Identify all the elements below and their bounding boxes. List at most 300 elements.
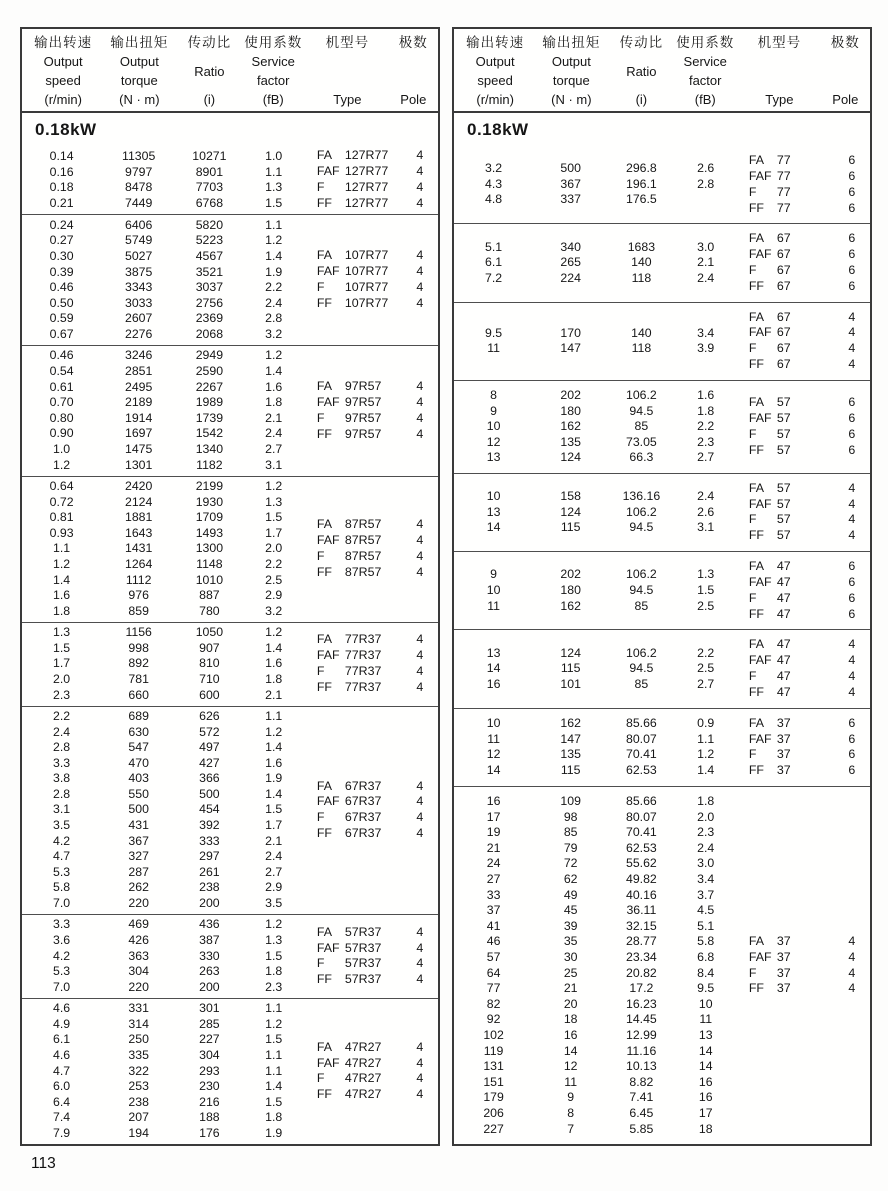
table-row: [22, 1126, 305, 1142]
output-torque-cell: 147: [560, 731, 581, 746]
ratio-cell: 263: [199, 964, 220, 979]
output-torque-cell: 124: [560, 504, 581, 519]
service-factor-cell: 6.8: [697, 949, 715, 964]
ratio-cell: 330: [199, 948, 220, 963]
header-torque-en1: Output: [119, 54, 159, 69]
table-row: [454, 326, 737, 342]
type-prefix: FA: [748, 480, 764, 495]
service-factor-cell: 16: [698, 1090, 713, 1105]
type-prefix: F: [748, 965, 757, 980]
output-speed-cell: 3.8: [53, 771, 71, 786]
ratio-cell: 907: [199, 640, 220, 655]
type-prefix: FA: [316, 1039, 332, 1054]
output-torque-cell: 976: [128, 588, 149, 603]
ratio-cell: 7703: [195, 180, 224, 195]
type-model: 37: [776, 715, 791, 730]
output-torque-cell: 1643: [125, 525, 153, 540]
table-row: [22, 348, 305, 364]
table-group: [22, 706, 438, 915]
service-factor-cell: 5.1: [697, 918, 715, 933]
type-row: [737, 357, 870, 373]
table-row: [22, 149, 305, 165]
type-prefix: FA: [748, 715, 764, 730]
service-factor-cell: 2.4: [265, 849, 283, 864]
type-block: [305, 925, 438, 989]
ratio-cell: 392: [199, 818, 220, 833]
output-speed-cell: 1.1: [53, 541, 71, 556]
header-torque-en1: Output: [551, 54, 591, 69]
output-speed-cell: 0.46: [49, 280, 74, 295]
service-factor-cell: 2.9: [265, 588, 283, 603]
type-row: [737, 732, 870, 748]
ratio-cell: 66.3: [629, 450, 654, 465]
ratio-cell: 1300: [195, 541, 224, 556]
output-torque-cell: 547: [128, 740, 149, 755]
header-fb-zh: 使用系数: [676, 35, 735, 50]
service-factor-cell: 16: [698, 1074, 713, 1089]
header-torque-en2: torque: [120, 73, 158, 88]
output-torque-cell: 7449: [125, 195, 153, 210]
table-row: [22, 249, 305, 265]
ratio-cell: 70.41: [626, 747, 657, 762]
table-group: [22, 622, 438, 706]
service-factor-cell: 1.7: [265, 818, 283, 833]
output-torque-cell: 3343: [125, 280, 153, 295]
table-row: [22, 1048, 305, 1064]
output-torque-cell: 367: [128, 833, 149, 848]
table-row: [454, 872, 737, 888]
table-row: [454, 177, 737, 193]
header-ratio-unit: (i): [203, 92, 216, 107]
service-factor-cell: 18: [698, 1121, 713, 1136]
pole-cell: 6: [848, 168, 856, 183]
pole-cell: 4: [416, 940, 424, 955]
output-speed-cell: 2.4: [53, 724, 71, 739]
data-rows: [454, 388, 737, 466]
table-row: [22, 896, 305, 912]
service-factor-cell: 3.1: [697, 520, 715, 535]
type-prefix: FA: [748, 933, 764, 948]
type-row: [305, 565, 438, 581]
ratio-cell: 32.15: [626, 918, 657, 933]
service-factor-cell: 1.2: [265, 233, 283, 248]
pole-cell: 4: [848, 528, 856, 543]
service-factor-cell: 3.7: [697, 887, 715, 902]
ratio-cell: 55.62: [626, 856, 657, 871]
output-speed-cell: 102: [483, 1027, 504, 1042]
ratio-cell: 8901: [195, 164, 224, 179]
service-factor-cell: 2.8: [265, 311, 283, 326]
output-speed-cell: 151: [483, 1074, 504, 1089]
table-row: [22, 541, 305, 557]
output-speed-cell: 179: [483, 1090, 504, 1105]
type-model: 67R37: [344, 826, 382, 841]
type-row: [737, 763, 870, 779]
output-torque-cell: 367: [560, 176, 581, 191]
ratio-cell: 20.82: [626, 965, 657, 980]
header-output-speed: [456, 34, 534, 108]
output-speed-cell: 9.5: [485, 325, 503, 340]
type-prefix: FAF: [316, 164, 340, 179]
ratio-cell: 261: [199, 864, 220, 879]
output-speed-cell: 13: [486, 645, 501, 660]
table-row: [22, 756, 305, 772]
output-torque-cell: 6406: [125, 217, 153, 232]
pole-cell: 6: [848, 715, 856, 730]
type-row: [305, 648, 438, 664]
service-factor-cell: 2.4: [697, 489, 715, 504]
pole-cell: 6: [848, 395, 856, 410]
output-speed-cell: 92: [486, 1012, 501, 1027]
table-groups: [22, 146, 438, 1144]
table-group: [454, 629, 870, 707]
data-rows: [454, 326, 737, 357]
service-factor-cell: 2.1: [265, 687, 283, 702]
type-row: [305, 549, 438, 565]
table-row: [22, 233, 305, 249]
type-row: [737, 263, 870, 279]
pole-cell: 6: [848, 426, 856, 441]
type-prefix: FA: [316, 248, 332, 263]
pole-cell: 4: [848, 981, 856, 996]
service-factor-cell: 1.4: [265, 740, 283, 755]
output-torque-cell: 115: [560, 520, 581, 535]
type-model: 47R27: [344, 1039, 382, 1054]
type-row: [305, 956, 438, 972]
type-model: 67: [776, 325, 791, 340]
output-speed-cell: 1.2: [53, 556, 71, 571]
ratio-cell: 14.45: [626, 1012, 657, 1027]
service-factor-cell: 1.8: [265, 964, 283, 979]
table-row: [454, 888, 737, 904]
type-row: [305, 680, 438, 696]
data-rows: [22, 625, 305, 703]
ratio-cell: 887: [199, 588, 220, 603]
type-block: [305, 1040, 438, 1104]
output-speed-cell: 13: [486, 450, 501, 465]
type-row: [305, 826, 438, 842]
pole-cell: 4: [848, 637, 856, 652]
header-torque-zh: 输出扭矩: [110, 35, 169, 50]
ratio-cell: 62.53: [626, 840, 657, 855]
ratio-cell: 85: [634, 598, 649, 613]
ratio-cell: 1542: [195, 426, 224, 441]
output-speed-cell: 131: [483, 1059, 504, 1074]
pole-cell: 4: [416, 517, 424, 532]
type-row: [305, 632, 438, 648]
service-factor-cell: 9.5: [697, 981, 715, 996]
output-speed-cell: 0.81: [49, 510, 74, 525]
output-speed-cell: 41: [486, 918, 501, 933]
service-factor-cell: [675, 192, 737, 208]
output-torque-cell: 660: [128, 687, 149, 702]
pole-cell: 4: [416, 778, 424, 793]
ratio-cell: 196.1: [626, 176, 657, 191]
type-prefix: FF: [748, 763, 764, 778]
type-model: 107R77: [344, 280, 389, 295]
pole-cell: 4: [416, 972, 424, 987]
service-factor-cell: 3.2: [265, 603, 283, 618]
output-torque-cell: 1475: [125, 441, 153, 456]
type-model: 107R77: [344, 264, 389, 279]
type-model: 107R77: [344, 248, 389, 263]
ratio-cell: 200: [199, 979, 220, 994]
type-row: [737, 185, 870, 201]
service-factor-cell: 2.6: [697, 161, 715, 176]
output-speed-cell: 7.0: [53, 896, 71, 911]
type-row: [305, 1040, 438, 1056]
pole-cell: 4: [848, 512, 856, 527]
service-factor-cell: 1.4: [265, 1079, 283, 1094]
service-factor-cell: 1.4: [265, 786, 283, 801]
type-row: [305, 517, 438, 533]
ratio-cell: 85: [634, 419, 649, 434]
ratio-cell: 7.41: [629, 1090, 654, 1105]
table-group: [454, 551, 870, 629]
type-prefix: F: [316, 280, 325, 295]
output-torque-cell: 11: [564, 1074, 578, 1089]
type-model: 67: [776, 278, 791, 293]
service-factor-cell: 1.1: [265, 708, 283, 723]
service-factor-cell: 1.2: [265, 478, 283, 493]
pole-cell: 4: [416, 394, 424, 409]
ratio-cell: 304: [199, 1048, 220, 1063]
ratio-cell: 1739: [195, 410, 224, 425]
header-fb-en2: factor: [688, 73, 722, 88]
output-speed-cell: 0.70: [49, 395, 74, 410]
type-block: [305, 379, 438, 443]
ratio-cell: 2068: [195, 326, 224, 341]
type-row: [305, 196, 438, 212]
data-rows: [22, 218, 305, 343]
table-row: [454, 950, 737, 966]
type-prefix: F: [316, 1071, 325, 1086]
table-row: [22, 296, 305, 312]
table-groups: [454, 146, 870, 1144]
output-speed-cell: 10: [486, 419, 501, 434]
table-row: [22, 625, 305, 641]
service-factor-cell: 1.5: [265, 1094, 283, 1109]
type-row: [305, 248, 438, 264]
output-torque-cell: 8478: [125, 180, 153, 195]
type-row: [737, 981, 870, 997]
output-torque-cell: 314: [128, 1016, 149, 1031]
table-header: [22, 29, 438, 113]
spec-table-right: [452, 27, 872, 1146]
data-rows: [454, 794, 737, 1137]
pole-cell: 4: [848, 309, 856, 324]
type-row: [737, 966, 870, 982]
page-number: 113: [31, 1155, 56, 1172]
header-type-en: Type: [333, 92, 362, 107]
ratio-cell: 1493: [195, 525, 224, 540]
section-label: 0.18kW: [35, 119, 97, 139]
service-factor-cell: 1.1: [265, 1001, 283, 1016]
pole-cell: 4: [416, 632, 424, 647]
ratio-cell: 710: [199, 671, 220, 686]
pole-cell: 4: [848, 357, 856, 372]
data-rows: [454, 240, 737, 287]
ratio-cell: 1148: [196, 556, 223, 571]
type-prefix: FF: [748, 200, 764, 215]
type-block: [305, 148, 438, 212]
output-speed-cell: 206: [483, 1105, 504, 1120]
output-torque-cell: 72: [563, 856, 578, 871]
output-speed-cell: 1.4: [53, 572, 71, 587]
output-torque-cell: 9: [567, 1090, 575, 1105]
type-model: 47: [776, 590, 791, 605]
service-factor-cell: 2.0: [697, 809, 715, 824]
table-row: [22, 787, 305, 803]
service-factor-cell: 1.0: [265, 149, 283, 163]
type-model: 87R57: [344, 533, 382, 548]
type-prefix: FF: [316, 196, 332, 211]
output-torque-cell: 781: [128, 671, 149, 686]
table-group: [454, 473, 870, 551]
type-block: [737, 310, 870, 374]
service-factor-cell: 2.2: [265, 556, 283, 571]
header-service-factor: [674, 34, 736, 108]
type-row: [737, 591, 870, 607]
type-model: 67R37: [344, 778, 382, 793]
type-row: [305, 180, 438, 196]
data-rows: [454, 161, 737, 208]
type-prefix: FAF: [316, 940, 340, 955]
type-row: [737, 443, 870, 459]
ratio-cell: 626: [199, 708, 220, 723]
type-prefix: F: [316, 549, 325, 564]
table-group: [22, 146, 438, 214]
ratio-cell: 28.77: [626, 934, 657, 949]
table-row: [454, 732, 737, 748]
ratio-cell: 2756: [195, 295, 224, 310]
service-factor-cell: 2.7: [697, 450, 715, 465]
pole-cell: 4: [416, 248, 424, 263]
output-speed-cell: 11: [487, 731, 500, 746]
type-row: [737, 497, 870, 513]
service-factor-cell: 2.3: [697, 825, 715, 840]
ratio-cell: 301: [199, 1001, 220, 1016]
table-row: [22, 834, 305, 850]
type-model: 67R37: [344, 810, 382, 825]
table-row: [22, 1110, 305, 1126]
table-row: [22, 479, 305, 495]
ratio-cell: 94.5: [629, 661, 654, 676]
pole-cell: 4: [416, 1087, 424, 1102]
type-model: 67: [776, 247, 791, 262]
table-row: [454, 404, 737, 420]
type-prefix: FF: [748, 528, 764, 543]
output-torque-cell: 426: [128, 933, 149, 948]
output-torque-cell: 220: [128, 896, 149, 911]
type-block: [737, 153, 870, 217]
pole-cell: 4: [416, 794, 424, 809]
output-speed-cell: 6.1: [485, 255, 503, 270]
table-group: [22, 998, 438, 1144]
table-row: [454, 1028, 737, 1044]
pole-cell: 6: [848, 606, 856, 621]
ratio-cell: 497: [199, 740, 220, 755]
type-row: [737, 950, 870, 966]
type-block: [737, 231, 870, 295]
ratio-cell: 296.8: [626, 161, 657, 176]
table-row: [22, 802, 305, 818]
type-prefix: F: [748, 184, 757, 199]
output-speed-cell: 14: [486, 520, 501, 535]
type-row: [737, 607, 870, 623]
type-prefix: FAF: [748, 653, 772, 668]
header-ratio-zh: 传动比: [187, 35, 232, 50]
table-row: [454, 1075, 737, 1091]
pole-cell: 4: [416, 164, 424, 179]
type-model: 67: [776, 309, 791, 324]
table-row: [22, 740, 305, 756]
output-speed-cell: 10: [486, 716, 501, 731]
output-torque-cell: 147: [560, 341, 581, 356]
output-torque-cell: 2189: [125, 395, 153, 410]
type-row: [737, 528, 870, 544]
pole-cell: 6: [848, 247, 856, 262]
type-model: 57: [776, 411, 791, 426]
type-block: [305, 517, 438, 581]
output-speed-cell: 2.0: [53, 671, 71, 686]
type-prefix: F: [748, 512, 757, 527]
output-torque-cell: 220: [128, 979, 149, 994]
ratio-cell: 3037: [195, 280, 224, 295]
output-torque-cell: 115: [560, 661, 581, 676]
output-speed-cell: 10: [486, 583, 501, 597]
output-torque-cell: 135: [560, 747, 581, 762]
type-model: 37: [776, 747, 791, 762]
table-row: [22, 526, 305, 542]
ratio-cell: 572: [199, 724, 220, 739]
data-rows: [22, 348, 305, 473]
pole-cell: 6: [848, 442, 856, 457]
pole-cell: 6: [848, 590, 856, 605]
header-speed-unit: (r/min): [44, 92, 82, 107]
type-prefix: FF: [316, 972, 332, 987]
ratio-cell: 2949: [195, 348, 224, 363]
pole-cell: 6: [848, 411, 856, 426]
ratio-cell: 106.2: [626, 504, 657, 519]
ratio-cell: 8.82: [629, 1074, 654, 1089]
table-row: [454, 661, 737, 677]
data-rows: [454, 567, 737, 614]
pole-cell: 6: [848, 231, 856, 246]
output-torque-cell: 3246: [125, 348, 153, 363]
header-type-zh: 机型号: [325, 35, 370, 50]
pole-cell: 6: [848, 278, 856, 293]
ratio-cell: 600: [199, 687, 220, 702]
service-factor-cell: 2.2: [265, 280, 283, 295]
output-speed-cell: 0.93: [49, 525, 74, 540]
type-row: [737, 716, 870, 732]
type-model: 67: [776, 263, 791, 278]
type-model: 127R77: [344, 196, 389, 211]
ratio-cell: 136.16: [622, 489, 661, 504]
pole-cell: 4: [416, 664, 424, 679]
output-torque-cell: 14: [563, 1043, 578, 1058]
output-speed-cell: 21: [486, 840, 501, 855]
table-row: [454, 677, 737, 693]
type-row: [305, 379, 438, 395]
type-prefix: FF: [748, 442, 764, 457]
service-factor-cell: 1.9: [265, 771, 283, 786]
header-type-zh: 机型号: [757, 35, 802, 50]
type-row: [305, 533, 438, 549]
ratio-cell: 2267: [195, 379, 224, 394]
service-factor-cell: 2.4: [697, 270, 715, 285]
